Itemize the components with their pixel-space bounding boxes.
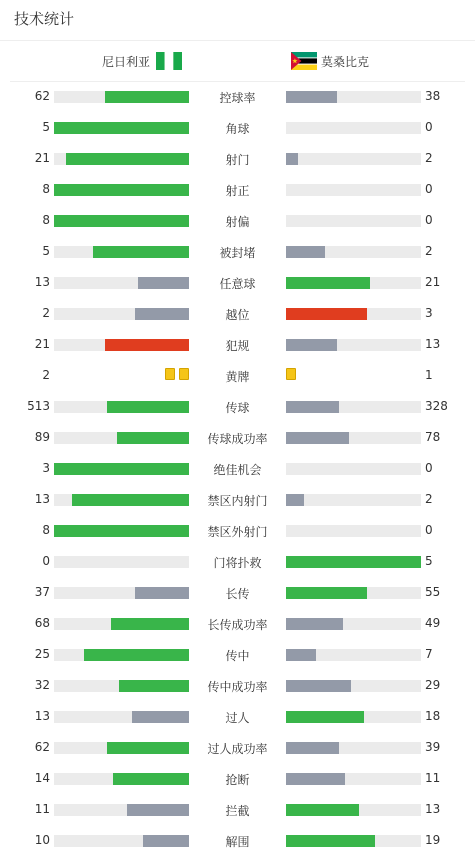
away-bar-fill [286,804,359,816]
away-bar-fill [286,556,421,568]
stat-row [0,81,475,112]
away-value: 0 [425,182,433,196]
stat-label: 越位 [225,308,250,322]
away-value: 3 [425,306,433,320]
stat-label: 角球 [225,122,250,136]
stat-row [0,360,475,391]
home-value: 37 [34,585,50,599]
away-value: 78 [425,430,441,444]
nigeria-flag-icon [156,52,182,70]
stat-label: 长传成功率 [207,618,268,632]
away-bar-track [286,649,421,661]
home-bar-fill [143,835,189,847]
stat-label: 过人 [225,711,250,725]
home-bar-track [54,711,189,723]
stat-row [0,422,475,453]
away-bar-track [286,246,421,258]
home-bar-track [54,184,189,196]
away-value: 0 [425,523,433,537]
home-bar-track [54,494,189,506]
stat-row [0,484,475,515]
away-bar-track [286,804,421,816]
stat-label: 禁区内射门 [207,494,268,508]
away-value: 5 [425,554,433,568]
stat-row [0,515,475,546]
away-value: 0 [425,213,433,227]
home-bar-track [54,618,189,630]
home-value: 11 [34,802,50,816]
away-bar-track [286,91,421,103]
home-bar-track [54,122,189,134]
stat-label: 黄牌 [225,370,250,384]
away-bar-track [286,153,421,165]
home-bar-fill [113,773,189,785]
home-team-name: 尼日利亚 [101,54,150,69]
home-bar-track [54,525,189,537]
away-bar-fill [286,835,375,847]
stat-row [0,236,475,267]
home-bar-track [54,91,189,103]
home-value: 513 [27,399,50,413]
stat-label: 传中成功率 [207,680,268,694]
home-value: 62 [34,89,50,103]
away-bar-track [286,587,421,599]
stat-row [0,825,475,856]
stat-label: 拦截 [225,804,250,818]
home-bar-fill [93,246,189,258]
away-bar-track [286,556,421,568]
away-bar-track [286,835,421,847]
stat-label: 被封堵 [219,246,256,260]
stat-row [0,174,475,205]
away-value: 328 [425,399,448,413]
away-value: 39 [425,740,441,754]
away-value: 2 [425,244,433,258]
home-value: 13 [34,275,50,289]
away-bar-track [286,773,421,785]
home-bar-fill [72,494,189,506]
stat-row [0,329,475,360]
home-bar-track [54,308,189,320]
away-bar-fill [286,649,316,661]
away-value: 1 [425,368,433,382]
home-bar-fill [54,525,189,537]
stat-label: 传球 [225,401,250,415]
stat-row [0,205,475,236]
home-bar-fill [105,91,189,103]
away-value: 49 [425,616,441,630]
home-value: 10 [34,833,50,847]
home-bar-track [54,432,189,444]
home-value: 8 [42,182,50,196]
away-bar-fill [286,711,364,723]
home-bar-fill [135,587,189,599]
stat-row [0,112,475,143]
home-bar-fill [54,184,189,196]
away-value: 18 [425,709,441,723]
away-value: 0 [425,461,433,475]
home-bar-fill [66,153,189,165]
home-bar-fill [132,711,189,723]
home-bar-track [54,587,189,599]
stat-label: 任意球 [219,277,256,291]
home-bar-fill [107,401,189,413]
home-value: 14 [34,771,50,785]
away-bar-track [286,463,421,475]
stat-row [0,794,475,825]
away-value: 38 [425,89,441,103]
away-bar-fill [286,246,325,258]
away-team[interactable] [291,41,369,81]
away-value: 21 [425,275,441,289]
home-value: 32 [34,678,50,692]
home-bar-track [54,742,189,754]
stat-row [0,608,475,639]
yellow-card-icon [286,368,296,380]
home-bar-fill [111,618,189,630]
home-bar-fill [119,680,189,692]
home-value: 21 [34,337,50,351]
away-bar-track [286,742,421,754]
home-bar-track [54,835,189,847]
home-value: 13 [34,492,50,506]
yellow-card-icon [165,368,175,380]
away-bar-fill [286,308,367,320]
away-value: 19 [425,833,441,847]
away-value: 29 [425,678,441,692]
away-bar-fill [286,618,343,630]
home-bar-fill [138,277,189,289]
stat-row [0,298,475,329]
stat-label: 解围 [225,835,250,849]
home-value: 25 [34,647,50,661]
stat-row [0,670,475,701]
away-bar-track [286,494,421,506]
home-bar-fill [127,804,189,816]
home-bar-track [54,153,189,165]
mozambique-flag-icon [291,52,317,70]
home-yellow-cards [165,368,189,382]
away-bar-track [286,525,421,537]
away-value: 2 [425,492,433,506]
teams-header [10,41,465,82]
away-bar-fill [286,339,337,351]
stat-row [0,546,475,577]
away-value: 55 [425,585,441,599]
home-value: 5 [42,244,50,258]
away-value: 11 [425,771,441,785]
home-bar-track [54,773,189,785]
away-bar-track [286,215,421,227]
stats-list [0,81,475,856]
home-bar-fill [54,215,189,227]
home-bar-fill [105,339,189,351]
home-bar-track [54,339,189,351]
home-bar-track [54,401,189,413]
home-bar-track [54,215,189,227]
stat-row [0,577,475,608]
away-bar-fill [286,277,370,289]
home-value: 13 [34,709,50,723]
home-value: 0 [42,554,50,568]
home-bar-track [54,556,189,568]
home-bar-fill [135,308,189,320]
away-value: 7 [425,647,433,661]
stat-row [0,732,475,763]
home-bar-track [54,649,189,661]
home-value: 8 [42,213,50,227]
stat-row [0,639,475,670]
away-value: 0 [425,120,433,134]
stat-label: 射正 [225,184,250,198]
home-value: 89 [34,430,50,444]
home-team[interactable] [102,41,182,81]
stat-label: 禁区外射门 [207,525,268,539]
home-value: 5 [42,120,50,134]
away-bar-track [286,122,421,134]
away-bar-track [286,277,421,289]
stat-label: 射偏 [225,215,250,229]
home-value: 3 [42,461,50,475]
home-bar-track [54,680,189,692]
home-bar-fill [117,432,189,444]
home-value: 62 [34,740,50,754]
home-bar-track [54,804,189,816]
away-bar-fill [286,91,337,103]
home-bar-track [54,277,189,289]
stat-label: 传球成功率 [207,432,268,446]
stat-row [0,143,475,174]
away-bar-track [286,339,421,351]
stat-label: 犯规 [225,339,250,353]
away-bar-fill [286,587,367,599]
stat-row [0,267,475,298]
away-bar-track [286,184,421,196]
away-bar-fill [286,680,351,692]
home-value: 68 [34,616,50,630]
away-bar-track [286,711,421,723]
away-bar-fill [286,742,339,754]
stat-row [0,453,475,484]
home-bar-fill [54,122,189,134]
home-value: 8 [42,523,50,537]
stat-label: 控球率 [219,91,256,105]
away-bar-track [286,680,421,692]
home-bar-track [54,246,189,258]
yellow-card-icon [179,368,189,380]
away-bar-fill [286,401,339,413]
home-bar-fill [107,742,189,754]
away-bar-track [286,618,421,630]
stat-row [0,701,475,732]
page-title: 技术统计 [14,10,75,28]
home-value: 2 [42,306,50,320]
home-value: 21 [34,151,50,165]
home-bar-track [54,463,189,475]
stat-label: 绝佳机会 [213,463,262,477]
away-bar-fill [286,153,298,165]
away-bar-fill [286,494,304,506]
away-bar-track [286,401,421,413]
away-yellow-cards [286,368,296,382]
away-value: 13 [425,802,441,816]
stat-label: 传中 [225,649,250,663]
stat-label: 过人成功率 [207,742,268,756]
stat-row [0,391,475,422]
home-bar-fill [84,649,189,661]
away-bar-track [286,308,421,320]
away-value: 2 [425,151,433,165]
stat-label: 门将扑救 [213,556,262,570]
away-team-name: 莫桑比克 [321,54,370,69]
away-value: 13 [425,337,441,351]
away-bar-fill [286,432,349,444]
stat-label: 射门 [225,153,250,167]
home-bar-fill [54,463,189,475]
stat-label: 长传 [225,587,250,601]
away-bar-fill [286,773,345,785]
stat-label: 抢断 [225,773,250,787]
home-value: 2 [42,368,50,382]
away-bar-track [286,432,421,444]
stat-row [0,763,475,794]
